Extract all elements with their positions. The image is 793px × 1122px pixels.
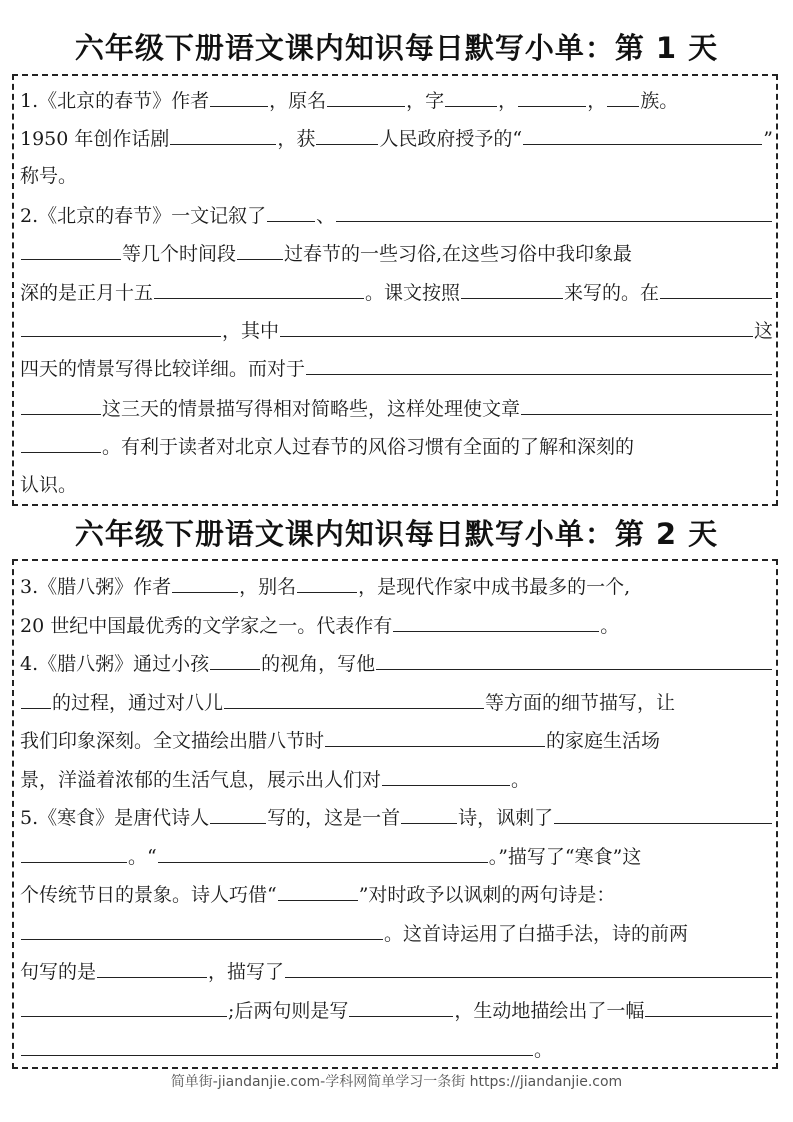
answer-blank[interactable] — [210, 645, 260, 670]
answer-blank[interactable] — [349, 992, 453, 1017]
q5-line-2: 。“ 。”描写了“寒食”这 — [20, 838, 773, 874]
q5-line-7: 。 — [20, 1031, 773, 1067]
footer-watermark: 简单街-jiandanjie.com-学科网简单学习一条街 https://jiandanjie.com — [170, 1074, 623, 1090]
q2-line-6: 这三天的情景描写得相对简略些，这样处理使文章 — [20, 390, 773, 426]
q5-line-4: 。这首诗运用了白描手法，诗的前两 — [20, 915, 773, 951]
answer-blank[interactable] — [97, 953, 207, 978]
q2-line-3: 深的是正月十五 。课文按照 来写的。在 — [20, 274, 773, 310]
answer-blank[interactable] — [280, 312, 753, 337]
q4-line-1: 4.《腊八粥》通过小孩 的视角，写他 — [20, 645, 773, 681]
answer-blank[interactable] — [285, 953, 772, 978]
answer-blank[interactable] — [306, 350, 772, 375]
answer-blank[interactable] — [382, 761, 510, 786]
answer-blank[interactable] — [210, 799, 266, 824]
answer-blank[interactable] — [325, 722, 545, 747]
answer-blank[interactable] — [21, 915, 383, 940]
answer-blank[interactable] — [158, 838, 488, 863]
answer-blank[interactable] — [336, 197, 772, 222]
q5-line-3: 个传统节日的景象。诗人巧借“ ”对时政予以讽刺的两句诗是： — [20, 876, 773, 912]
q1-line-3: 称号。 — [20, 165, 78, 187]
day2-title: 六年级下册语文课内知识每日默写小单：第 2 天 — [74, 517, 719, 551]
answer-blank[interactable] — [21, 390, 101, 415]
answer-blank[interactable] — [554, 799, 772, 824]
answer-blank[interactable] — [376, 645, 772, 670]
q5-line-1: 5.《寒食》是唐代诗人 写的，这是一首 诗，讽刺了 — [20, 799, 773, 835]
answer-blank[interactable] — [170, 120, 276, 145]
q4-line-2: 的过程，通过对八儿 等方面的细节描写，让 — [20, 684, 773, 720]
answer-blank[interactable] — [401, 799, 457, 824]
q5-line-5: 句写的是 ，描写了 — [20, 953, 773, 989]
q5-line-6: ;后两句则是写 ，生动地描绘出了一幅 — [20, 992, 773, 1028]
q1-line-2: 1950 年创作话剧 ，获 人民政府授予的“ ” — [20, 120, 773, 156]
answer-blank[interactable] — [237, 235, 283, 260]
answer-blank[interactable] — [154, 274, 364, 299]
q2-line-5: 四天的情景写得比较详细。而对于 — [20, 350, 773, 386]
answer-blank[interactable] — [660, 274, 772, 299]
answer-blank[interactable] — [224, 684, 484, 709]
q2-line-8: 认识。 — [20, 474, 78, 496]
answer-blank[interactable] — [21, 312, 221, 337]
q2-line-4: ，其中 这 — [20, 312, 773, 348]
answer-blank[interactable] — [518, 82, 586, 107]
answer-blank[interactable] — [21, 428, 101, 453]
answer-blank[interactable] — [172, 568, 238, 593]
q3-line-1: 3.《腊八粥》作者 ，别名 ，是现代作家中成书最多的一个, — [20, 568, 773, 604]
answer-blank[interactable] — [523, 120, 762, 145]
answer-blank[interactable] — [21, 992, 227, 1017]
q4-line-4: 景，洋溢着浓郁的生活气息，展示出人们对 。 — [20, 761, 773, 797]
answer-blank[interactable] — [316, 120, 378, 145]
answer-blank[interactable] — [21, 235, 121, 260]
answer-blank[interactable] — [607, 82, 639, 107]
answer-blank[interactable] — [445, 82, 497, 107]
answer-blank[interactable] — [278, 876, 358, 901]
answer-blank[interactable] — [521, 390, 772, 415]
answer-blank[interactable] — [21, 838, 127, 863]
answer-blank[interactable] — [210, 82, 268, 107]
answer-blank[interactable] — [393, 607, 599, 632]
q2-line-1: 2.《北京的春节》一文记叙了 、 — [20, 197, 773, 233]
q3-line-2: 20 世纪中国最优秀的文学家之一。代表作有 。 — [20, 607, 773, 643]
q2-line-2: 等几个时间段 过春节的一些习俗,在这些习俗中我印象最 — [20, 235, 773, 271]
answer-blank[interactable] — [297, 568, 357, 593]
answer-blank[interactable] — [267, 197, 315, 222]
answer-blank[interactable] — [327, 82, 405, 107]
q4-line-3: 我们印象深刻。全文描绘出腊八节时 的家庭生活场 — [20, 722, 773, 758]
answer-blank[interactable] — [645, 992, 772, 1017]
answer-blank[interactable] — [461, 274, 563, 299]
answer-blank[interactable] — [21, 1031, 533, 1056]
q1-line-1: 1.《北京的春节》作者 ，原名 ，字 ， ， 族。 — [20, 82, 773, 118]
q2-line-7: 。有利于读者对北京人过春节的风俗习惯有全面的了解和深刻的 — [20, 428, 773, 464]
day1-title: 六年级下册语文课内知识每日默写小单：第 1 天 — [74, 31, 719, 65]
answer-blank[interactable] — [21, 684, 51, 709]
